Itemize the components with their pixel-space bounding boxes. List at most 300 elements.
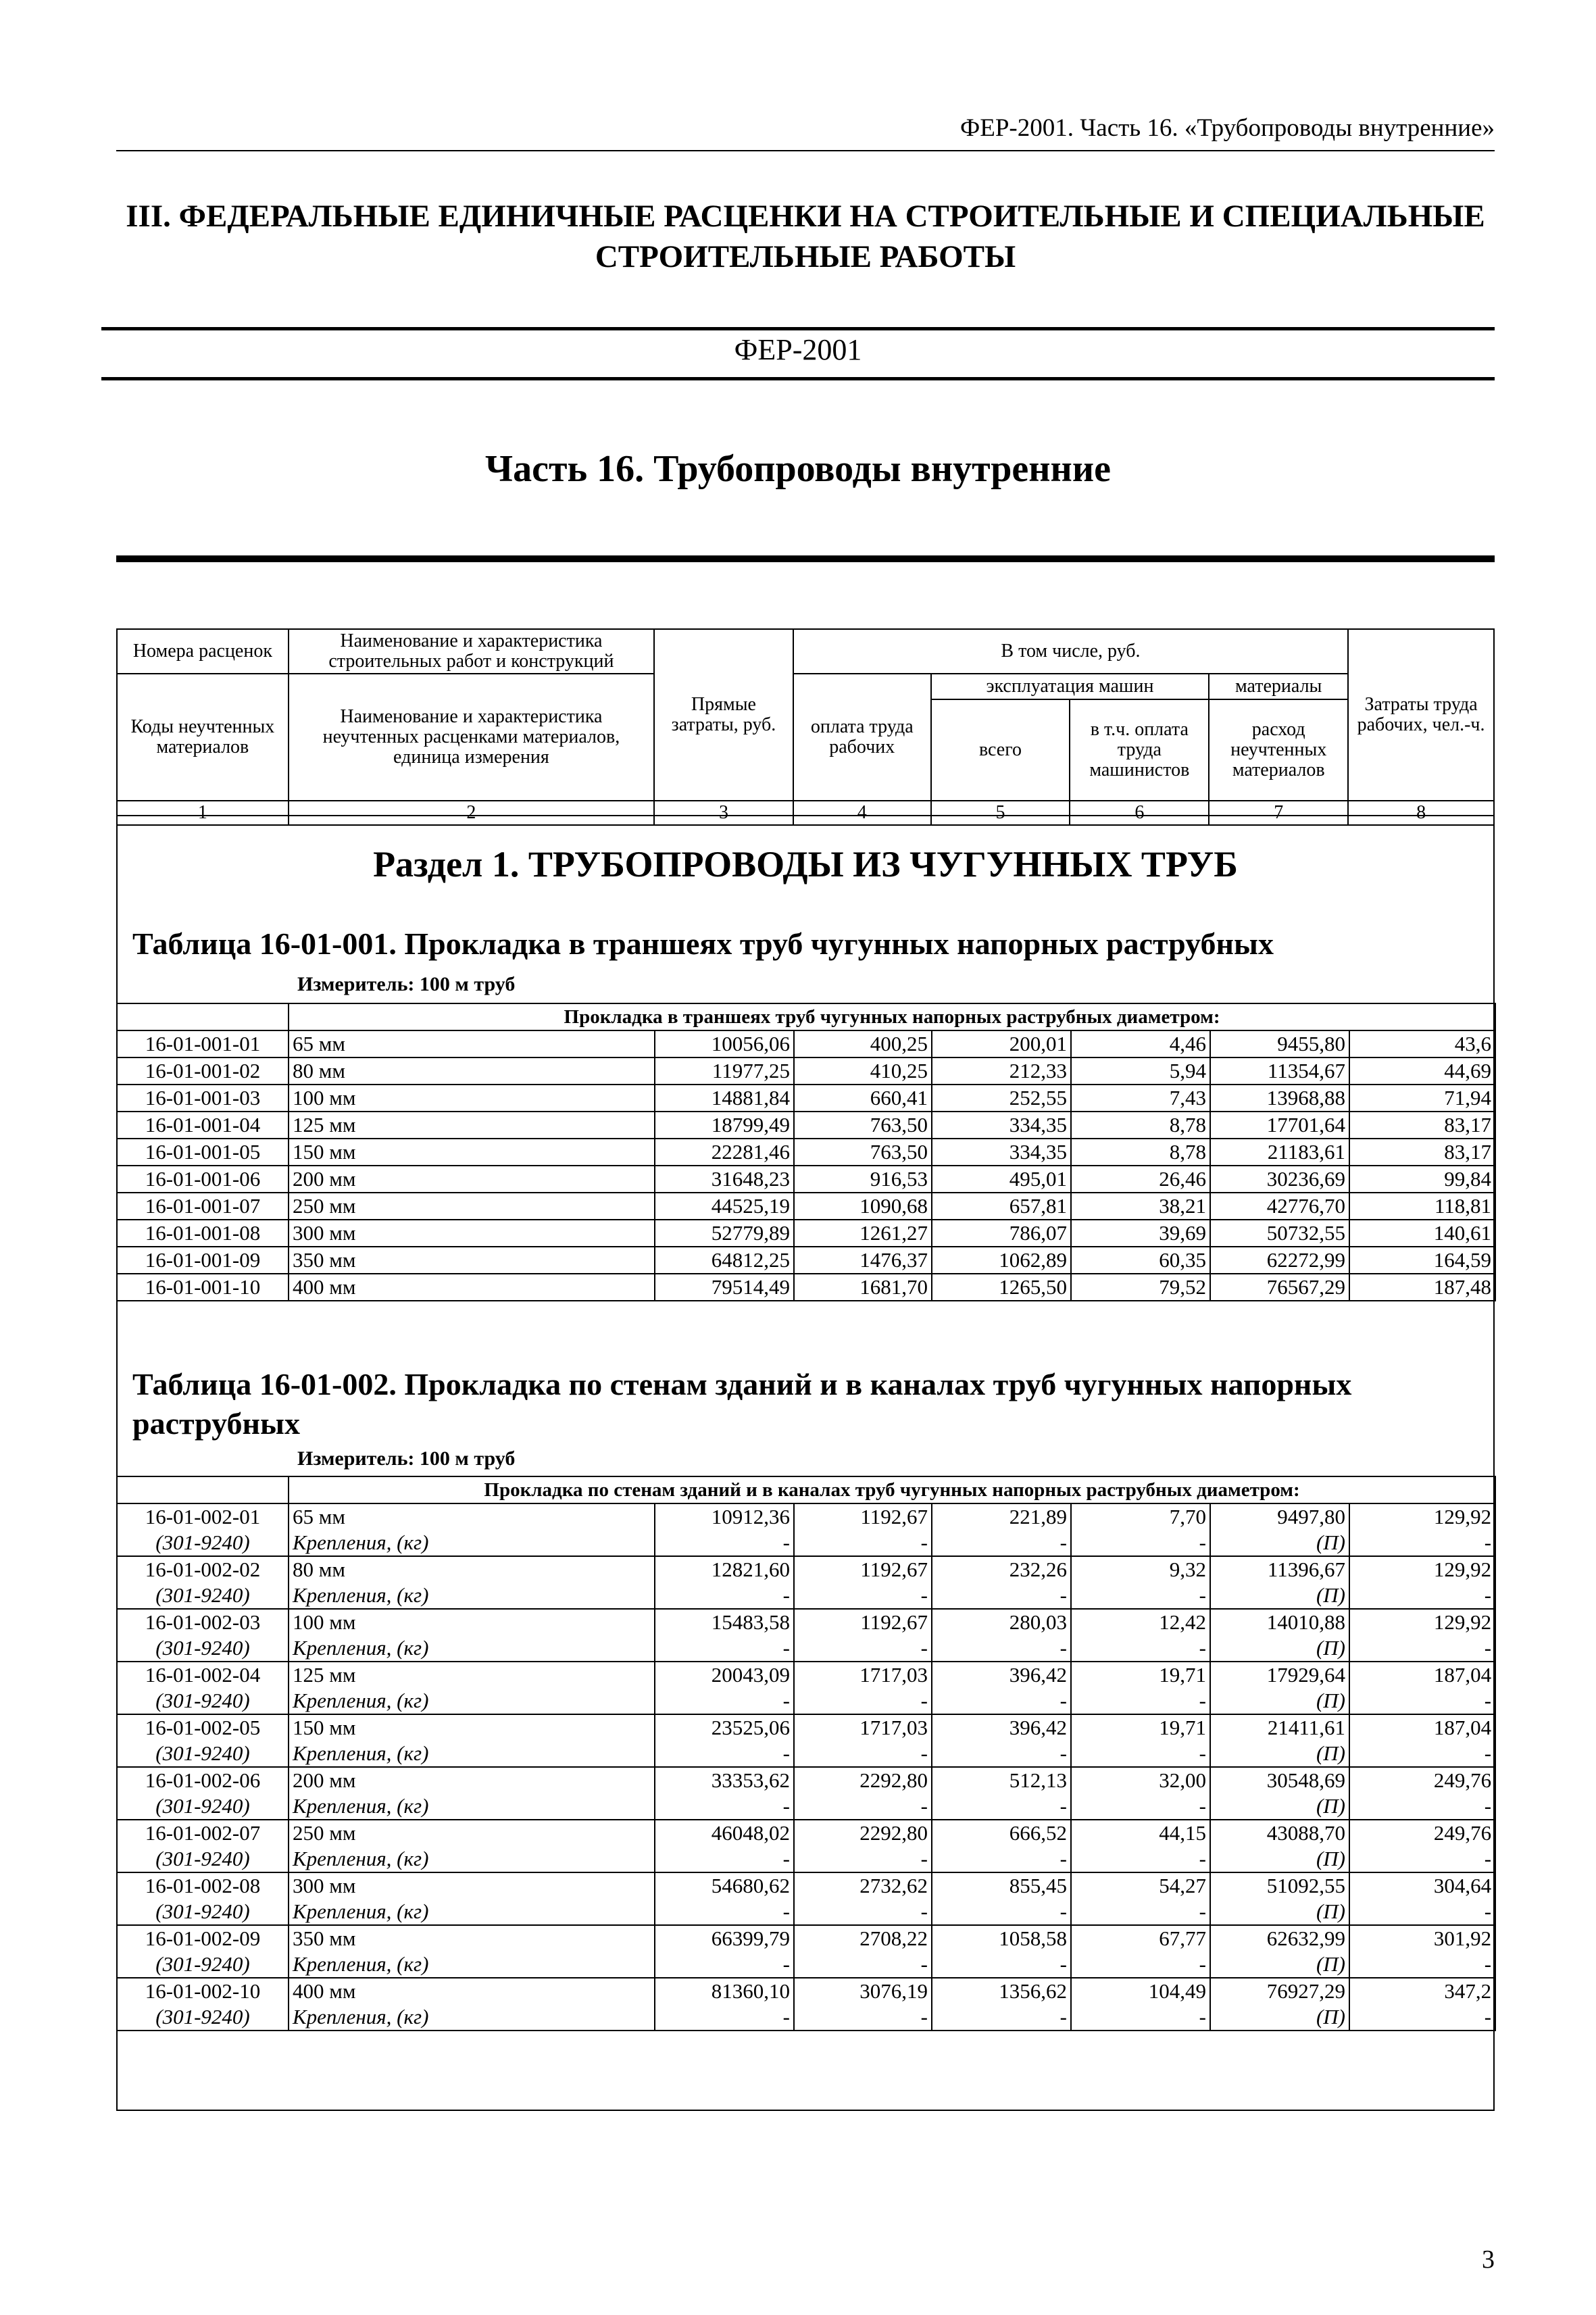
labor-hours-cell: 118,81 xyxy=(1349,1193,1495,1220)
table-row xyxy=(117,1220,1495,1247)
labor-pay-cell: 660,41 xyxy=(794,1085,932,1112)
material-mark-cell: (П) xyxy=(1210,1846,1349,1872)
dash-cell: - xyxy=(1349,1635,1495,1662)
rate-name-cell: 150 мм xyxy=(289,1714,655,1741)
rate-code-cell: 16-01-001-06 xyxy=(117,1166,289,1193)
labor-hours-cell: 140,61 xyxy=(1349,1220,1495,1247)
labor-pay-cell: 3076,19 xyxy=(794,1978,932,2004)
incl-header: В том числе, руб. xyxy=(793,629,1348,674)
labor-pay-cell: 1476,37 xyxy=(794,1247,932,1274)
table-subrow xyxy=(117,1635,1495,1662)
dash-cell: - xyxy=(794,1530,932,1556)
machines-cell: 786,07 xyxy=(932,1220,1071,1247)
material-name-cell: Крепления, (кг) xyxy=(289,1951,655,1978)
rate-code-cell: 16-01-002-01 xyxy=(117,1503,289,1530)
materials-cell: 76927,29 xyxy=(1210,1978,1349,2004)
machines-labor-cell: 8,78 xyxy=(1071,1139,1210,1166)
dash-cell: - xyxy=(655,1583,794,1609)
machines-cell: 1058,58 xyxy=(932,1925,1071,1951)
labor-hours-cell: 249,76 xyxy=(1349,1767,1495,1793)
table-subrow xyxy=(117,1530,1495,1556)
machines-labor-cell: 4,46 xyxy=(1071,1030,1210,1057)
dash-cell: - xyxy=(1071,1951,1210,1978)
machines-cell: 221,89 xyxy=(932,1503,1071,1530)
dash-cell: - xyxy=(655,2004,794,2031)
col-number: 7 xyxy=(1209,801,1348,825)
labor-hours-cell: 129,92 xyxy=(1349,1503,1495,1530)
material-name-cell: Крепления, (кг) xyxy=(289,1635,655,1662)
table-row xyxy=(117,1085,1495,1112)
fer-rule-bottom xyxy=(101,377,1495,380)
direct-cost-cell: 54680,62 xyxy=(655,1872,794,1899)
materials-consumption-header: расход неучтенных материалов xyxy=(1209,699,1348,801)
direct-cost-cell: 64812,25 xyxy=(655,1247,794,1274)
dash-cell: - xyxy=(655,1635,794,1662)
machines-cell: 666,52 xyxy=(932,1820,1071,1846)
material-code-cell: (301-9240) xyxy=(117,1741,289,1767)
machines-labor-cell: 44,15 xyxy=(1071,1820,1210,1846)
dash-cell: - xyxy=(1349,1530,1495,1556)
direct-cost-cell: 15483,58 xyxy=(655,1609,794,1635)
table-subrow xyxy=(117,1688,1495,1714)
machines-cell: 396,42 xyxy=(932,1662,1071,1688)
labor-pay-cell: 1192,67 xyxy=(794,1503,932,1530)
machines-labor-cell: 39,69 xyxy=(1071,1220,1210,1247)
rate-name-cell: 65 мм xyxy=(289,1030,655,1057)
direct-cost-cell: 52779,89 xyxy=(655,1220,794,1247)
materials-cell: 50732,55 xyxy=(1210,1220,1349,1247)
labor-hours-cell: 249,76 xyxy=(1349,1820,1495,1846)
rate-code-cell: 16-01-002-08 xyxy=(117,1872,289,1899)
machines-labor-cell: 60,35 xyxy=(1071,1247,1210,1274)
dash-cell: - xyxy=(794,1741,932,1767)
col-number: 8 xyxy=(1348,801,1494,825)
dash-cell: - xyxy=(655,1846,794,1872)
table1 xyxy=(116,1003,1496,1301)
direct-cost-cell: 33353,62 xyxy=(655,1767,794,1793)
rate-name-cell: 350 мм xyxy=(289,1247,655,1274)
labor-pay-cell: 2708,22 xyxy=(794,1925,932,1951)
dash-cell: - xyxy=(1349,1688,1495,1714)
materials-cell: 11354,67 xyxy=(1210,1057,1349,1085)
materials-cell: 42776,70 xyxy=(1210,1193,1349,1220)
dash-cell: - xyxy=(794,1635,932,1662)
table1-span-title: Прокладка в траншеях труб чугунных напорных раструбных диаметром: xyxy=(289,1003,1495,1030)
col2-top-cell: Наименование и характеристика строительных работ и конструкций xyxy=(289,629,654,674)
rate-name-cell: 80 мм xyxy=(289,1057,655,1085)
labor-pay-cell: 916,53 xyxy=(794,1166,932,1193)
table-subrow xyxy=(117,1741,1495,1767)
table-row xyxy=(117,1925,1495,1951)
table-row xyxy=(117,1112,1495,1139)
rate-name-cell: 80 мм xyxy=(289,1556,655,1583)
rate-code-cell: 16-01-002-06 xyxy=(117,1767,289,1793)
table2-span-title: Прокладка по стенам зданий и в каналах труб чугунных напорных раструбных диаметром: xyxy=(289,1476,1495,1503)
machines-labor-cell: 26,46 xyxy=(1071,1166,1210,1193)
direct-cost-cell: 66399,79 xyxy=(655,1925,794,1951)
labor-hours-cell: 83,17 xyxy=(1349,1139,1495,1166)
dash-cell: - xyxy=(1071,2004,1210,2031)
direct-cost-cell: 14881,84 xyxy=(655,1085,794,1112)
dash-cell: - xyxy=(1071,1741,1210,1767)
rate-name-cell: 400 мм xyxy=(289,1978,655,2004)
rate-code-cell: 16-01-002-05 xyxy=(117,1714,289,1741)
material-name-cell: Крепления, (кг) xyxy=(289,2004,655,2031)
material-name-cell: Крепления, (кг) xyxy=(289,1741,655,1767)
machines-header: эксплуатация машин xyxy=(931,674,1210,699)
table1-meter: Измеритель: 100 м труб xyxy=(297,973,516,995)
material-name-cell: Крепления, (кг) xyxy=(289,1846,655,1872)
labor-pay-cell: 2732,62 xyxy=(794,1872,932,1899)
col-number: 4 xyxy=(793,801,931,825)
machines-cell: 232,26 xyxy=(932,1556,1071,1583)
materials-cell: 43088,70 xyxy=(1210,1820,1349,1846)
dash-cell: - xyxy=(655,1899,794,1925)
dash-cell: - xyxy=(655,1951,794,1978)
dash-cell: - xyxy=(1071,1793,1210,1820)
direct-cost-cell: 44525,19 xyxy=(655,1193,794,1220)
rate-name-cell: 125 мм xyxy=(289,1112,655,1139)
dash-cell: - xyxy=(932,1583,1071,1609)
machines-labor-cell: 38,21 xyxy=(1071,1193,1210,1220)
table-row xyxy=(117,1978,1495,2004)
rate-name-cell: 350 мм xyxy=(289,1925,655,1951)
dash-cell: - xyxy=(932,2004,1071,2031)
labor-pay-cell: 763,50 xyxy=(794,1112,932,1139)
col-number: 3 xyxy=(654,801,793,825)
material-code-cell: (301-9240) xyxy=(117,1899,289,1925)
labor-hours-cell: 129,92 xyxy=(1349,1609,1495,1635)
dash-cell: - xyxy=(794,1846,932,1872)
materials-cell: 21183,61 xyxy=(1210,1139,1349,1166)
machines-cell: 200,01 xyxy=(932,1030,1071,1057)
table-subrow xyxy=(117,1793,1495,1820)
dash-cell: - xyxy=(932,1846,1071,1872)
col1-bottom-cell: Коды неучтенных материалов xyxy=(117,674,289,801)
labor-pay-cell: 2292,80 xyxy=(794,1767,932,1793)
machines-labor-cell: 79,52 xyxy=(1071,1274,1210,1301)
machines-cell: 212,33 xyxy=(932,1057,1071,1085)
dash-cell: - xyxy=(1349,1583,1495,1609)
rate-name-cell: 250 мм xyxy=(289,1193,655,1220)
labor-pay-cell: 763,50 xyxy=(794,1139,932,1166)
labor-hours-cell: 71,94 xyxy=(1349,1085,1495,1112)
header-rule xyxy=(116,150,1495,151)
dash-cell: - xyxy=(932,1951,1071,1978)
dash-cell: - xyxy=(655,1530,794,1556)
direct-cost-cell: 18799,49 xyxy=(655,1112,794,1139)
labor-pay-cell: 1717,03 xyxy=(794,1714,932,1741)
material-code-cell: (301-9240) xyxy=(117,1846,289,1872)
col2-bottom-cell: Наименование и характеристика неучтенных расценками материалов, единица измерения xyxy=(289,674,654,801)
table1-title: Таблица 16-01-001. Прокладка в траншеях труб чугунных напорных раструбных xyxy=(132,926,1274,961)
table-row xyxy=(117,1166,1495,1193)
machines-labor-cell: 104,49 xyxy=(1071,1978,1210,2004)
labor-hours-cell: 304,64 xyxy=(1349,1872,1495,1899)
machines-labor-cell: 5,94 xyxy=(1071,1057,1210,1085)
col-number: 5 xyxy=(931,801,1070,825)
labor-hours-cell: 129,92 xyxy=(1349,1556,1495,1583)
section1-title: Раздел 1. ТРУБОПРОВОДЫ ИЗ ЧУГУННЫХ ТРУБ xyxy=(373,844,1238,885)
material-mark-cell: (П) xyxy=(1210,1688,1349,1714)
rate-name-cell: 100 мм xyxy=(289,1085,655,1112)
dash-cell: - xyxy=(794,1688,932,1714)
rate-code-cell: 16-01-002-03 xyxy=(117,1609,289,1635)
machines-labor-cell: 8,78 xyxy=(1071,1112,1210,1139)
labor-hours-cell: 164,59 xyxy=(1349,1247,1495,1274)
machines-labor-cell: 9,32 xyxy=(1071,1556,1210,1583)
part-rule xyxy=(116,555,1495,562)
dash-cell: - xyxy=(1071,1635,1210,1662)
dash-cell: - xyxy=(932,1635,1071,1662)
table-row xyxy=(117,1556,1495,1583)
dash-cell: - xyxy=(932,1530,1071,1556)
col1-top-cell: Номера расценок xyxy=(117,629,289,674)
rate-code-cell: 16-01-002-07 xyxy=(117,1820,289,1846)
labor-pay-cell: 1681,70 xyxy=(794,1274,932,1301)
labor-hours-cell: 83,17 xyxy=(1349,1112,1495,1139)
rate-name-cell: 250 мм xyxy=(289,1820,655,1846)
materials-cell: 11396,67 xyxy=(1210,1556,1349,1583)
material-code-cell: (301-9240) xyxy=(117,1688,289,1714)
machines-cell: 396,42 xyxy=(932,1714,1071,1741)
machines-labor-cell: 19,71 xyxy=(1071,1662,1210,1688)
material-mark-cell: (П) xyxy=(1210,1951,1349,1978)
material-name-cell: Крепления, (кг) xyxy=(289,1530,655,1556)
materials-cell: 13968,88 xyxy=(1210,1085,1349,1112)
rate-name-cell: 65 мм xyxy=(289,1503,655,1530)
rate-code-cell: 16-01-002-04 xyxy=(117,1662,289,1688)
table-row xyxy=(117,1662,1495,1688)
labor-pay-cell: 400,25 xyxy=(794,1030,932,1057)
table-row xyxy=(117,1030,1495,1057)
rate-name-cell: 200 мм xyxy=(289,1166,655,1193)
dash-cell: - xyxy=(794,1793,932,1820)
materials-cell: 30236,69 xyxy=(1210,1166,1349,1193)
dash-cell: - xyxy=(794,1583,932,1609)
rate-code-cell: 16-01-001-01 xyxy=(117,1030,289,1057)
machines-cell: 1062,89 xyxy=(932,1247,1071,1274)
machines-cell: 334,35 xyxy=(932,1139,1071,1166)
machines-labor-cell: 7,70 xyxy=(1071,1503,1210,1530)
material-code-cell: (301-9240) xyxy=(117,1530,289,1556)
material-code-cell: (301-9240) xyxy=(117,2004,289,2031)
table-subrow xyxy=(117,1846,1495,1872)
table-row xyxy=(117,1767,1495,1793)
machines-cell: 1356,62 xyxy=(932,1978,1071,2004)
machines-cell: 252,55 xyxy=(932,1085,1071,1112)
rate-code-cell: 16-01-001-07 xyxy=(117,1193,289,1220)
machines-total-header: всего xyxy=(931,699,1070,801)
machines-labor-cell: 19,71 xyxy=(1071,1714,1210,1741)
materials-cell: 76567,29 xyxy=(1210,1274,1349,1301)
material-name-cell: Крепления, (кг) xyxy=(289,1793,655,1820)
material-code-cell: (301-9240) xyxy=(117,1635,289,1662)
materials-cell: 9455,80 xyxy=(1210,1030,1349,1057)
material-mark-cell: (П) xyxy=(1210,1635,1349,1662)
labor-pay-cell: 1717,03 xyxy=(794,1662,932,1688)
table-row xyxy=(117,1057,1495,1085)
table-row xyxy=(117,1820,1495,1846)
labor-hours-cell: 187,04 xyxy=(1349,1714,1495,1741)
material-code-cell: (301-9240) xyxy=(117,1583,289,1609)
table-row xyxy=(117,1139,1495,1166)
column-header-table xyxy=(116,628,1495,826)
labor-hours-cell: 43,6 xyxy=(1349,1030,1495,1057)
table-subrow xyxy=(117,1583,1495,1609)
rate-code-cell: 16-01-002-02 xyxy=(117,1556,289,1583)
direct-cost-cell: 11977,25 xyxy=(655,1057,794,1085)
machines-cell: 512,13 xyxy=(932,1767,1071,1793)
materials-header: материалы xyxy=(1209,674,1348,699)
rate-code-cell: 16-01-001-03 xyxy=(117,1085,289,1112)
direct-cost-cell: 81360,10 xyxy=(655,1978,794,2004)
fer-rule-top xyxy=(101,327,1495,330)
table2 xyxy=(116,1476,1496,2031)
labor-pay-cell: 1192,67 xyxy=(794,1609,932,1635)
dash-cell: - xyxy=(1349,1846,1495,1872)
rate-code-cell: 16-01-001-04 xyxy=(117,1112,289,1139)
col-number: 2 xyxy=(289,801,654,825)
labor-hours-cell: 347,2 xyxy=(1349,1978,1495,2004)
materials-cell: 62272,99 xyxy=(1210,1247,1349,1274)
material-mark-cell: (П) xyxy=(1210,1899,1349,1925)
machines-labor-cell: 67,77 xyxy=(1071,1925,1210,1951)
machines-cell: 1265,50 xyxy=(932,1274,1071,1301)
dash-cell: - xyxy=(655,1793,794,1820)
table-row xyxy=(117,1714,1495,1741)
table-row xyxy=(117,1193,1495,1220)
labor-hours-cell: 187,48 xyxy=(1349,1274,1495,1301)
table2-title: Таблица 16-01-002. Прокладка по стенам зданий и в каналах труб чугунных напорных раструбных xyxy=(132,1367,1352,1441)
dash-cell: - xyxy=(794,1899,932,1925)
dash-cell: - xyxy=(1071,1530,1210,1556)
part-title: Часть 16. Трубопроводы внутренние xyxy=(485,448,1111,490)
table-row xyxy=(117,1247,1495,1274)
rate-name-cell: 300 мм xyxy=(289,1220,655,1247)
labor-hours-cell: 187,04 xyxy=(1349,1662,1495,1688)
running-header: ФЕР-2001. Часть 16. «Трубопроводы внутренние» xyxy=(960,114,1495,142)
table-row xyxy=(117,1609,1495,1635)
materials-cell: 14010,88 xyxy=(1210,1609,1349,1635)
dash-cell: - xyxy=(1071,1899,1210,1925)
material-mark-cell: (П) xyxy=(1210,1530,1349,1556)
materials-cell: 51092,55 xyxy=(1210,1872,1349,1899)
direct-cost-cell: 20043,09 xyxy=(655,1662,794,1688)
direct-cost-header: Прямые затраты, руб. xyxy=(654,629,793,801)
machines-labor-cell: 12,42 xyxy=(1071,1609,1210,1635)
rate-code-cell: 16-01-002-10 xyxy=(117,1978,289,2004)
page-number: 3 xyxy=(1482,2245,1495,2274)
machines-labor-cell: 7,43 xyxy=(1071,1085,1210,1112)
rate-name-cell: 400 мм xyxy=(289,1274,655,1301)
table-subrow xyxy=(117,2004,1495,2031)
col-number: 1 xyxy=(117,801,289,825)
dash-cell: - xyxy=(655,1741,794,1767)
direct-cost-cell: 79514,49 xyxy=(655,1274,794,1301)
dash-cell: - xyxy=(1071,1688,1210,1714)
dash-cell: - xyxy=(932,1741,1071,1767)
rate-code-cell: 16-01-001-09 xyxy=(117,1247,289,1274)
dash-cell: - xyxy=(1349,1899,1495,1925)
dash-cell: - xyxy=(655,1688,794,1714)
labor-hours-cell: 99,84 xyxy=(1349,1166,1495,1193)
materials-cell: 17701,64 xyxy=(1210,1112,1349,1139)
labor-hours-cell: 44,69 xyxy=(1349,1057,1495,1085)
labor-pay-cell: 410,25 xyxy=(794,1057,932,1085)
dash-cell: - xyxy=(1349,1741,1495,1767)
dash-cell: - xyxy=(794,2004,932,2031)
rate-name-cell: 100 мм xyxy=(289,1609,655,1635)
machines-labor-header: в т.ч. оплата труда машинистов xyxy=(1070,699,1209,801)
dash-cell: - xyxy=(932,1688,1071,1714)
labor-cost-header: Затраты труда рабочих, чел.-ч. xyxy=(1348,629,1494,801)
labor-pay-cell: 1090,68 xyxy=(794,1193,932,1220)
table2-meter: Измеритель: 100 м труб xyxy=(297,1447,516,1470)
direct-cost-cell: 23525,06 xyxy=(655,1714,794,1741)
rate-name-cell: 125 мм xyxy=(289,1662,655,1688)
section-heading: III. ФЕДЕРАЛЬНЫЕ ЕДИНИЧНЫЕ РАСЦЕНКИ НА СТРОИТЕЛЬНЫЕ И СПЕЦИАЛЬНЫЕ СТРОИТЕЛЬНЫЕ РАБОТЫ xyxy=(126,199,1485,274)
material-mark-cell: (П) xyxy=(1210,1583,1349,1609)
table-subrow xyxy=(117,1951,1495,1978)
rate-code-cell: 16-01-001-08 xyxy=(117,1220,289,1247)
labor-pay-cell: 1192,67 xyxy=(794,1556,932,1583)
materials-cell: 62632,99 xyxy=(1210,1925,1349,1951)
dash-cell: - xyxy=(1349,2004,1495,2031)
machines-cell: 855,45 xyxy=(932,1872,1071,1899)
direct-cost-cell: 12821,60 xyxy=(655,1556,794,1583)
machines-cell: 657,81 xyxy=(932,1193,1071,1220)
dash-cell: - xyxy=(1071,1583,1210,1609)
materials-cell: 30548,69 xyxy=(1210,1767,1349,1793)
materials-cell: 21411,61 xyxy=(1210,1714,1349,1741)
dash-cell: - xyxy=(1349,1793,1495,1820)
machines-labor-cell: 54,27 xyxy=(1071,1872,1210,1899)
machines-cell: 334,35 xyxy=(932,1112,1071,1139)
material-mark-cell: (П) xyxy=(1210,1793,1349,1820)
table-row xyxy=(117,1274,1495,1301)
table-subrow xyxy=(117,1899,1495,1925)
direct-cost-cell: 10056,06 xyxy=(655,1030,794,1057)
labor-hours-cell: 301,92 xyxy=(1349,1925,1495,1951)
dash-cell: - xyxy=(1071,1846,1210,1872)
table-row xyxy=(117,1872,1495,1899)
dash-cell: - xyxy=(794,1951,932,1978)
direct-cost-cell: 10912,36 xyxy=(655,1503,794,1530)
rate-code-cell: 16-01-002-09 xyxy=(117,1925,289,1951)
machines-cell: 280,03 xyxy=(932,1609,1071,1635)
material-name-cell: Крепления, (кг) xyxy=(289,1899,655,1925)
direct-cost-cell: 46048,02 xyxy=(655,1820,794,1846)
col-number: 6 xyxy=(1070,801,1209,825)
dash-cell: - xyxy=(1349,1951,1495,1978)
material-code-cell: (301-9240) xyxy=(117,1951,289,1978)
direct-cost-cell: 31648,23 xyxy=(655,1166,794,1193)
rate-name-cell: 150 мм xyxy=(289,1139,655,1166)
rate-name-cell: 300 мм xyxy=(289,1872,655,1899)
machines-labor-cell: 32,00 xyxy=(1071,1767,1210,1793)
machines-cell: 495,01 xyxy=(932,1166,1071,1193)
materials-cell: 17929,64 xyxy=(1210,1662,1349,1688)
rate-code-cell: 16-01-001-05 xyxy=(117,1139,289,1166)
dash-cell: - xyxy=(932,1899,1071,1925)
direct-cost-cell: 22281,46 xyxy=(655,1139,794,1166)
labor-pay-header: оплата труда рабочих xyxy=(793,674,931,801)
material-mark-cell: (П) xyxy=(1210,2004,1349,2031)
rate-code-cell: 16-01-001-10 xyxy=(117,1274,289,1301)
labor-pay-cell: 1261,27 xyxy=(794,1220,932,1247)
fer-label: ФЕР-2001 xyxy=(734,333,862,366)
